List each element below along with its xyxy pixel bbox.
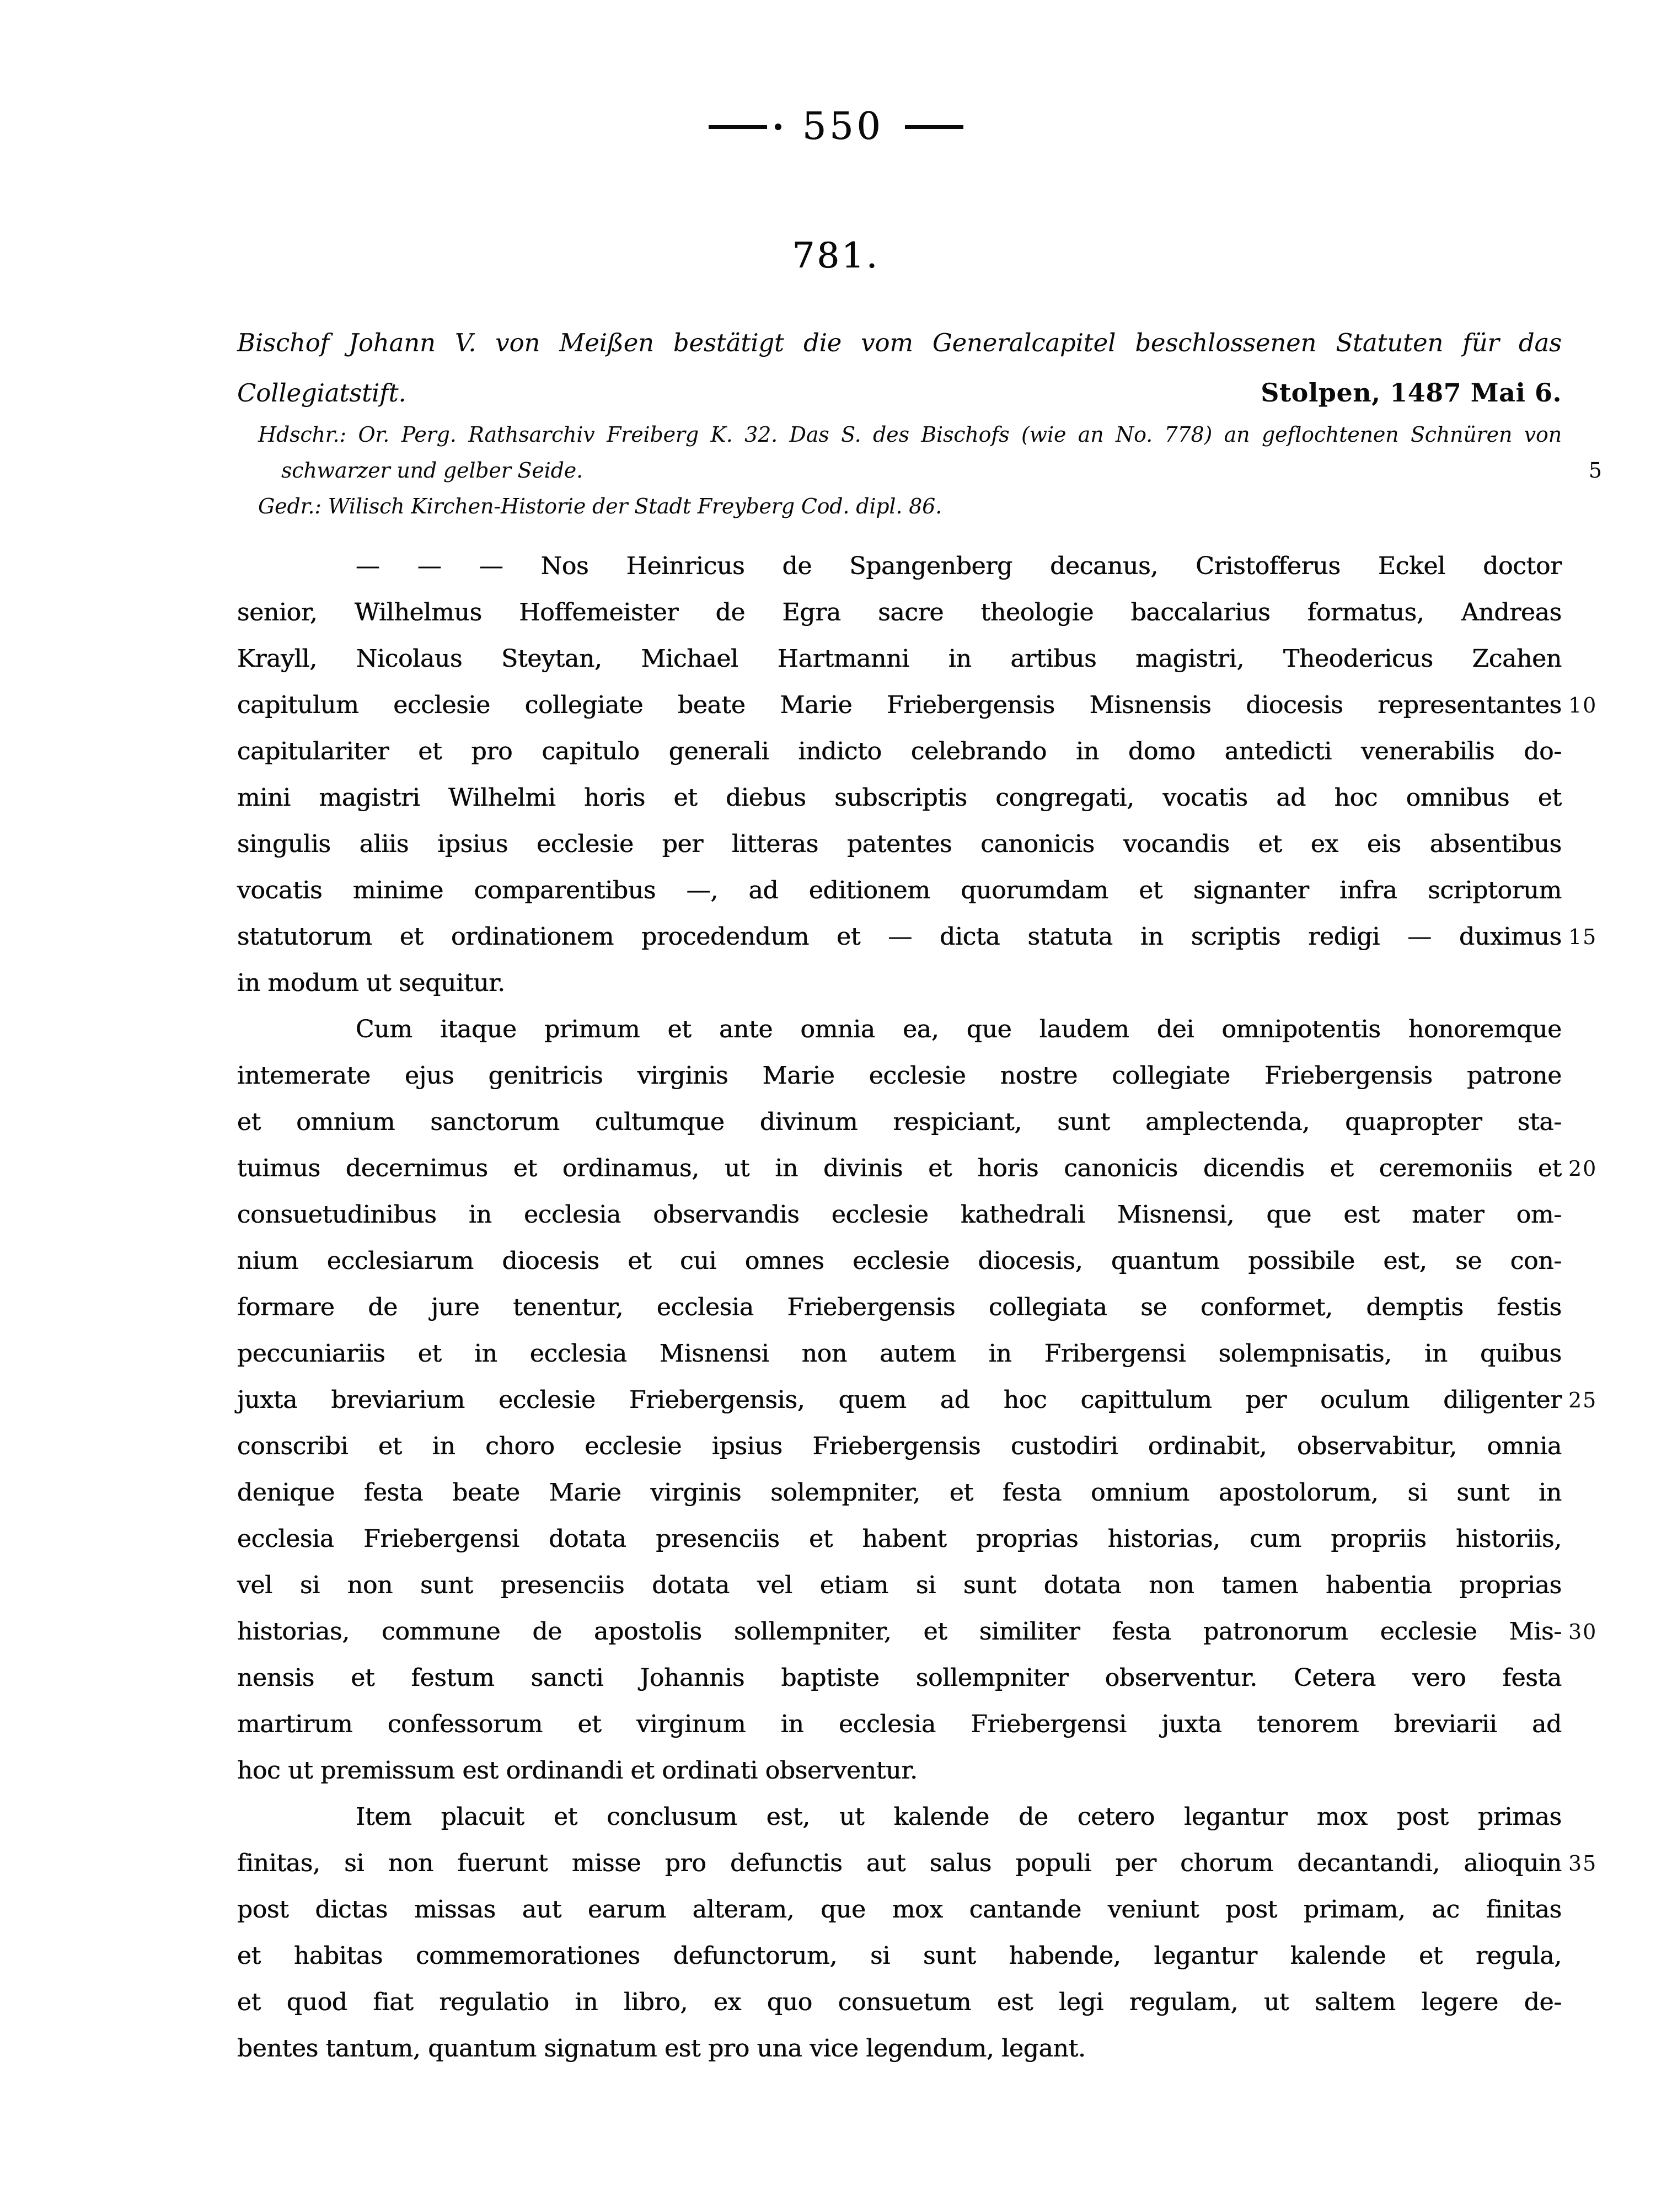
body-line: martirum confessorum et virginum in ecclesia Friebergensi juxta tenorem breviarii ad: [237, 1710, 1562, 1738]
body-line: senior, Wilhelmus Hoffemeister de Egra sacre theologie baccalarius formatus, Andreas: [237, 598, 1562, 626]
dateline: Stolpen, 1487 Mai 6.: [1261, 378, 1562, 408]
body-line: tuimus decernimus et ordinamus, ut in divinis et horis canonicis dicendis et ceremoniis et 20: [237, 1145, 1562, 1192]
body-line: statutorum et ordinationem procedendum et — dicta statuta in scriptis redigi — duximus 15: [237, 914, 1562, 960]
margin-line-number: 15: [1568, 925, 1598, 949]
body-line: in modum ut sequitur.: [237, 969, 505, 997]
body-line: peccuniariis et in ecclesia Misnensi non autem in Fribergensi solempnisatis, in quibus: [237, 1340, 1562, 1368]
body-line: Krayll, Nicolaus Steytan, Michael Hartmanni in artibus magistri, Theodericus Zcahen: [237, 645, 1562, 673]
source-note-line: schwarzer und gelber Seide. 5: [258, 453, 1562, 489]
body-line: Item placuit et conclusum est, ut kalende de cetero legantur mox post primas: [356, 1803, 1562, 1831]
body-line: nium ecclesiarum diocesis et cui omnes ecclesie diocesis, quantum possibile est, se con-: [237, 1247, 1562, 1275]
page-number: 550: [802, 105, 884, 148]
document-number: 781.: [792, 235, 880, 276]
regest: [237, 318, 1562, 418]
margin-line-number: 10: [1568, 693, 1598, 717]
dash-dot: [775, 124, 781, 130]
body-line: nensis et festum sancti Johannis baptiste sollempniter observentur. Cetera vero festa: [237, 1664, 1562, 1692]
margin-line-number: 25: [1568, 1388, 1598, 1412]
body-line: post dictas missas aut earum alteram, que mox cantande veniunt post primam, ac finitas: [237, 1895, 1562, 1924]
source-notes: [258, 417, 1604, 524]
left-rule: [709, 125, 767, 129]
body-line: finitas, si non fuerunt misse pro defunctis aut salus populi per chorum decantandi, alioquin 35: [237, 1840, 1562, 1887]
margin-line-number: 5: [1588, 458, 1604, 483]
body-line: mini magistri Wilhelmi horis et diebus subscriptis congregati, vocatis ad hoc omnibus et: [237, 784, 1562, 812]
body-line: capitulariter et pro capitulo generali indicto celebrando in domo antedicti venerabilis do-: [237, 737, 1562, 765]
body-line: hoc ut premissum est ordinandi et ordinati observentur.: [237, 1756, 918, 1785]
regest-line-2: [237, 368, 1562, 418]
right-rule: [905, 125, 963, 129]
body-line: intemerate ejus genitricis virginis Marie ecclesie nostre collegiate Friebergensis patrone: [237, 1062, 1562, 1090]
body-line: — — — Nos Heinricus de Spangenberg decanus, Cristofferus Eckel doctor: [356, 552, 1562, 580]
margin-line-number: 30: [1568, 1620, 1598, 1644]
body-line: vel si non sunt presenciis dotata vel etiam si sunt dotata non tamen habentia proprias: [237, 1571, 1562, 1599]
regest-line-1: Bischof Johann V. von Meißen bestätigt die vom Generalcapitel beschlossenen Statuten für das: [237, 328, 1562, 357]
body-line: capitulum ecclesie collegiate beate Marie Friebergensis Misnensis diocesis representantes 10: [237, 682, 1562, 729]
body-line: formare de jure tenentur, ecclesia Friebergensis collegiata se conformet, demptis festis: [237, 1293, 1562, 1321]
margin-line-number: 20: [1568, 1156, 1598, 1181]
body-line: et habitas commemorationes defunctorum, si sunt habende, legantur kalende et regula,: [237, 1942, 1562, 1970]
source-note-line: Hdschr.: Or. Perg. Rathsarchiv Freiberg K. 32. Das S. des Bischofs (wie an No. 778) an geflochtenen Schnüren von: [258, 422, 1562, 447]
body-line: conscribi et in choro ecclesie ipsius Friebergensis custodiri ordinabit, observabitur, omnia: [237, 1432, 1562, 1460]
margin-line-number: 35: [1568, 1851, 1598, 1876]
charter-text: [237, 543, 1598, 2072]
body-line: historias, commune de apostolis sollempniter, et similiter festa patronorum ecclesie Mis- 30: [237, 1609, 1562, 1655]
body-line: Cum itaque primum et ante omnia ea, que laudem dei omnipotentis honoremque: [356, 1015, 1562, 1043]
body-line: vocatis minime comparentibus —, ad editionem quorumdam et signanter infra scriptorum: [237, 876, 1562, 904]
body-line: bentes tantum, quantum signatum est pro una vice legendum, legant.: [237, 2034, 1086, 2063]
body-line: et omnium sanctorum cultumque divinum respiciant, sunt amplectenda, quapropter sta-: [237, 1108, 1562, 1136]
body-line: ecclesia Friebergensi dotata presenciis et habent proprias historias, cum propriis historiis,: [237, 1525, 1562, 1553]
body-line: juxta breviarium ecclesie Friebergensis, quem ad hoc capittulum per oculum diligenter 25: [237, 1377, 1562, 1423]
running-head: [0, 105, 1672, 148]
source-note-line: Gedr.: Wilisch Kirchen-Historie der Stadt Freyberg Cod. dipl. 86.: [258, 494, 942, 518]
body-line: consuetudinibus in ecclesia observandis ecclesie kathedrali Misnensi, que est mater om-: [237, 1201, 1562, 1229]
regest-subject: Collegiatstift.: [237, 378, 406, 408]
body-line: denique festa beate Marie virginis solempniter, et festa omnium apostolorum, si sunt in: [237, 1479, 1562, 1507]
body-line: et quod fiat regulatio in libro, ex quo consuetum est legi regulam, ut saltem legere de-: [237, 1988, 1562, 2016]
body-line: singulis aliis ipsius ecclesie per litteras patentes canonicis vocandis et ex eis absentibus: [237, 830, 1562, 858]
